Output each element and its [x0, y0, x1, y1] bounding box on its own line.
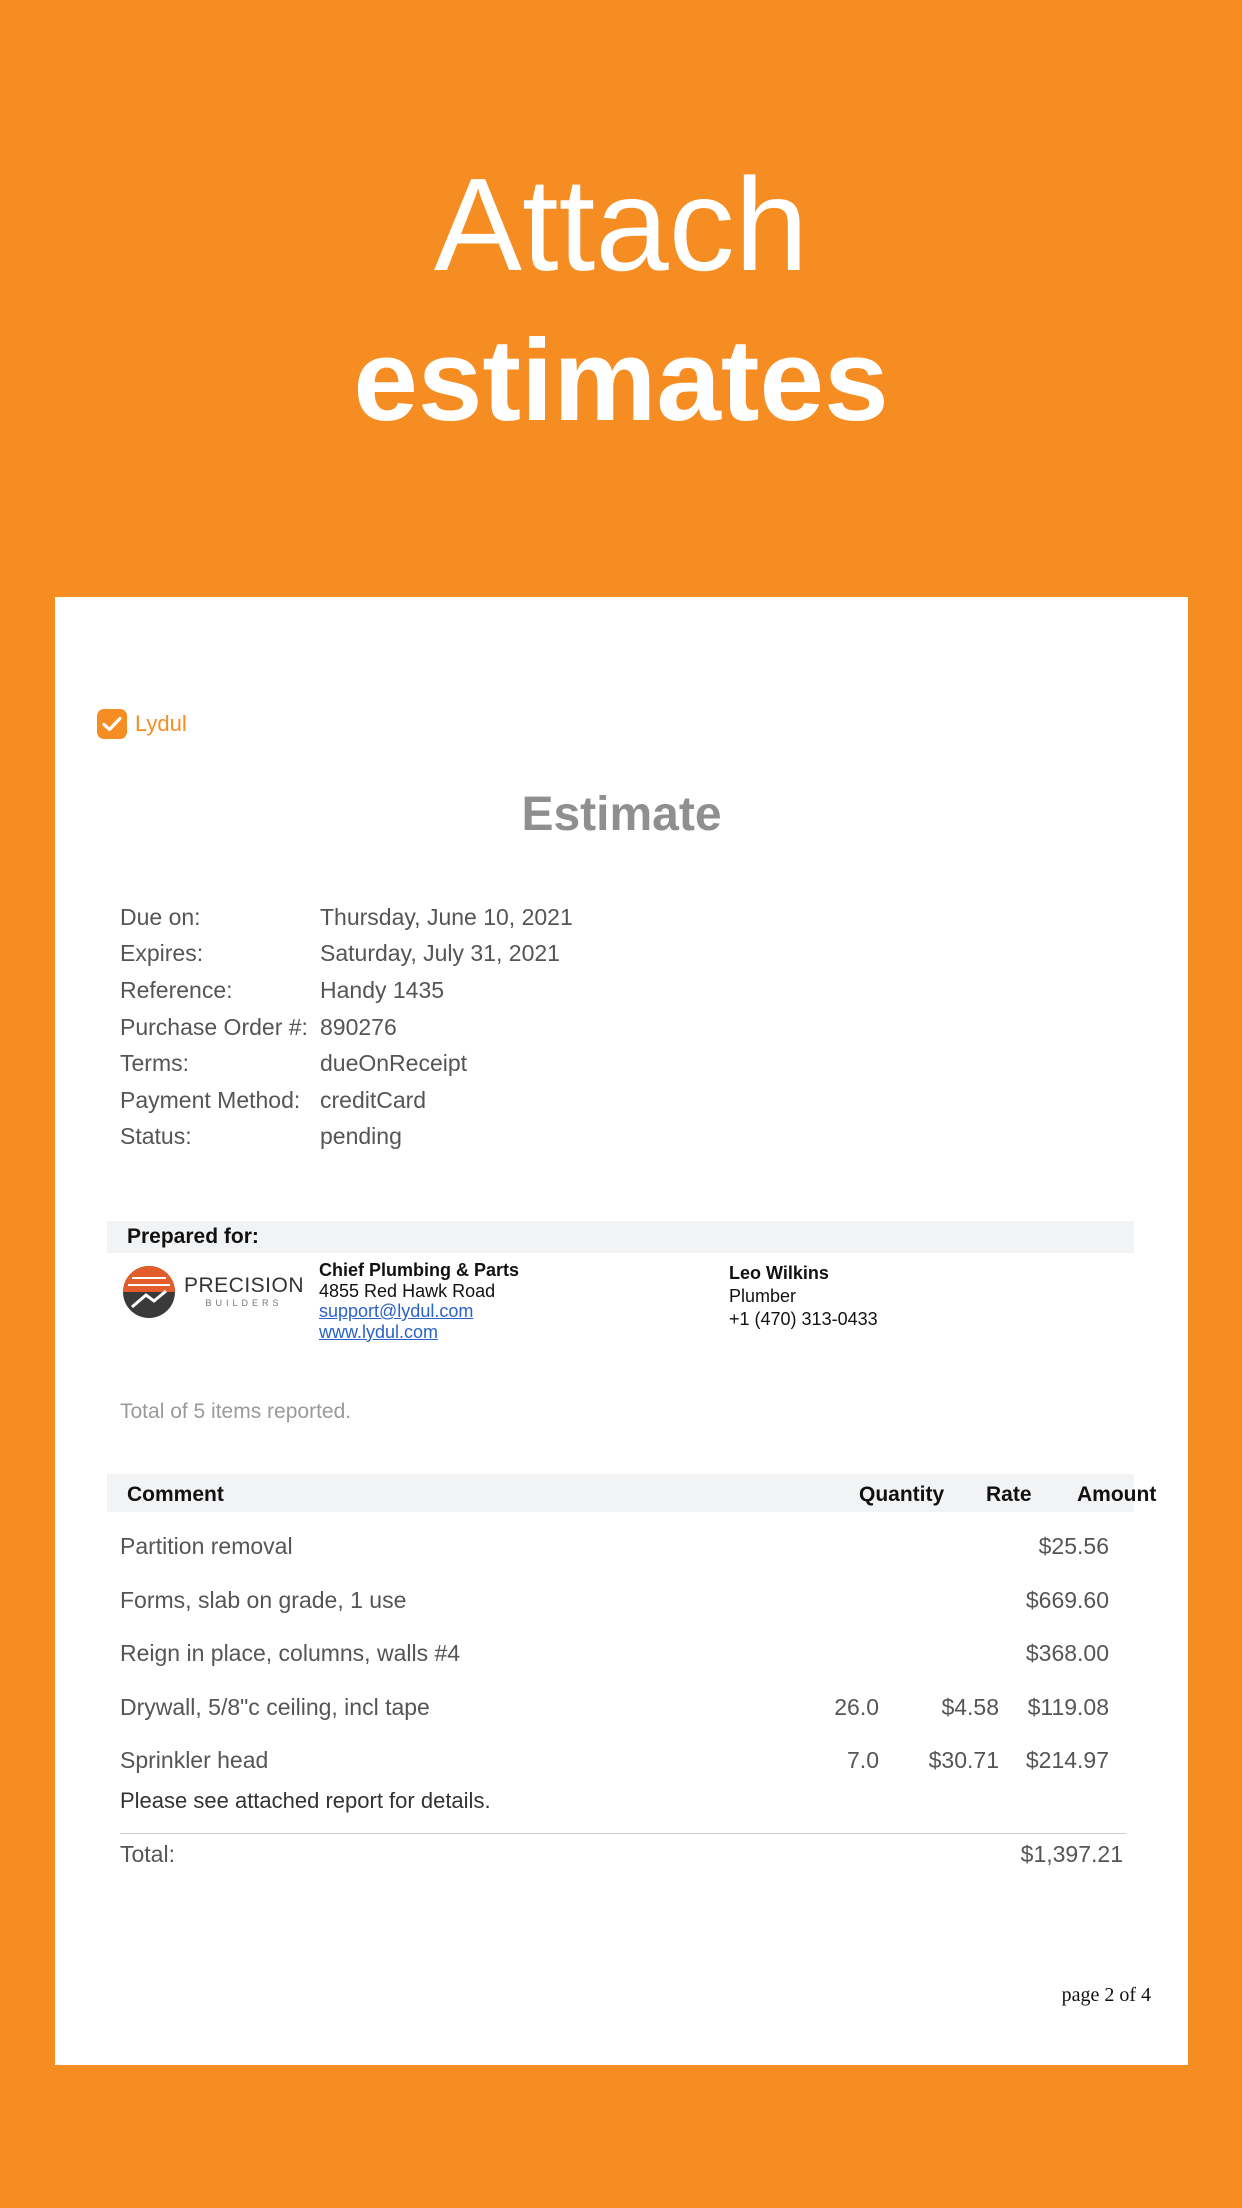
cell-amount: $25.56	[1038, 1533, 1109, 1559]
table-row	[107, 1626, 1134, 1680]
meta-label: Reference:	[120, 976, 233, 1003]
cell-amount: $214.97	[1025, 1747, 1109, 1773]
company-name: Chief Plumbing & Parts	[319, 1260, 520, 1280]
contact-info	[729, 1262, 878, 1331]
table-row	[107, 1573, 1134, 1627]
column-header-rate: Rate	[986, 1483, 1032, 1506]
meta-row-payment-method	[120, 1082, 573, 1119]
meta-value: Saturday, July 31, 2021	[320, 940, 560, 967]
precision-logo-icon	[122, 1265, 176, 1319]
meta-value: 890276	[320, 1013, 397, 1040]
contact-role: Plumber	[729, 1286, 797, 1306]
meta-value: dueOnReceipt	[320, 1050, 468, 1077]
cell-amount: $119.08	[1027, 1693, 1109, 1720]
company-info	[319, 1260, 519, 1342]
check-icon	[97, 709, 127, 739]
prepared-for-title: Prepared for:	[127, 1225, 259, 1248]
document-title: Estimate	[521, 788, 722, 841]
total-divider	[120, 1833, 1126, 1834]
client-logo-tagline: BUILDERS	[205, 1298, 283, 1308]
total-label: Total:	[120, 1841, 175, 1867]
brand-logo	[97, 709, 187, 739]
cell-comment: Partition removal	[120, 1533, 293, 1559]
cell-rate: $30.71	[928, 1747, 999, 1773]
meta-value: Thursday, June 10, 2021	[320, 903, 573, 930]
estimate-document	[55, 597, 1188, 2065]
headline-estimates: estimates	[353, 315, 889, 445]
meta-row-status	[120, 1119, 573, 1156]
company-address: 4855 Red Hawk Road	[319, 1280, 496, 1301]
details-note: Please see attached report for details.	[120, 1788, 491, 1813]
meta-row-expires	[120, 936, 573, 973]
column-header-amount: Amount	[1077, 1483, 1157, 1506]
contact-name: Leo Wilkins	[729, 1263, 829, 1283]
client-logo	[122, 1265, 304, 1319]
company-website-link[interactable]: www.lydul.com	[319, 1321, 439, 1342]
cell-comment: Reign in place, columns, walls #4	[120, 1640, 461, 1666]
table-row	[107, 1519, 1134, 1573]
meta-label: Due on:	[120, 903, 201, 930]
meta-label: Expires:	[120, 940, 204, 967]
meta-label: Purchase Order #:	[120, 1013, 308, 1040]
meta-value: Handy 1435	[320, 976, 445, 1003]
meta-label: Terms:	[120, 1050, 189, 1077]
cell-amount: $669.60	[1025, 1586, 1109, 1613]
total-value: $1,397.21	[1020, 1841, 1123, 1867]
items-table-body	[107, 1519, 1134, 1787]
page-number: page 2 of 4	[1061, 1984, 1151, 2006]
cell-amount: $368.00	[1025, 1640, 1109, 1666]
cell-comment: Sprinkler head	[120, 1747, 269, 1773]
brand-name: Lydul	[135, 711, 187, 736]
meta-row-purchase-order	[120, 1009, 573, 1046]
table-row	[107, 1733, 1134, 1787]
estimate-meta	[120, 899, 573, 1155]
meta-label: Status:	[120, 1123, 192, 1150]
table-row	[107, 1680, 1134, 1734]
meta-row-due	[120, 899, 573, 936]
client-logo-name: PRECISION	[184, 1274, 305, 1297]
contact-phone: +1 (470) 313-0433	[729, 1309, 878, 1329]
meta-row-terms	[120, 1045, 573, 1082]
cell-quantity: 7.0	[847, 1747, 879, 1773]
meta-value: pending	[320, 1123, 402, 1150]
items-count-note: Total of 5 items reported.	[120, 1400, 352, 1423]
column-header-quantity: Quantity	[859, 1483, 945, 1506]
column-header-comment: Comment	[127, 1483, 224, 1506]
company-email-link[interactable]: support@lydul.com	[319, 1301, 474, 1321]
cell-comment: Drywall, 5/8"c ceiling, incl tape	[120, 1693, 430, 1720]
items-table-header	[107, 1474, 1157, 1512]
cell-quantity: 26.0	[834, 1693, 879, 1720]
meta-label: Payment Method:	[120, 1086, 301, 1113]
prepared-for-header	[107, 1221, 1134, 1253]
meta-row-reference	[120, 972, 573, 1009]
headline-attach: Attach	[433, 151, 809, 298]
cell-comment: Forms, slab on grade, 1 use	[120, 1586, 407, 1613]
cell-rate: $4.58	[941, 1693, 999, 1720]
meta-value: creditCard	[320, 1086, 427, 1113]
